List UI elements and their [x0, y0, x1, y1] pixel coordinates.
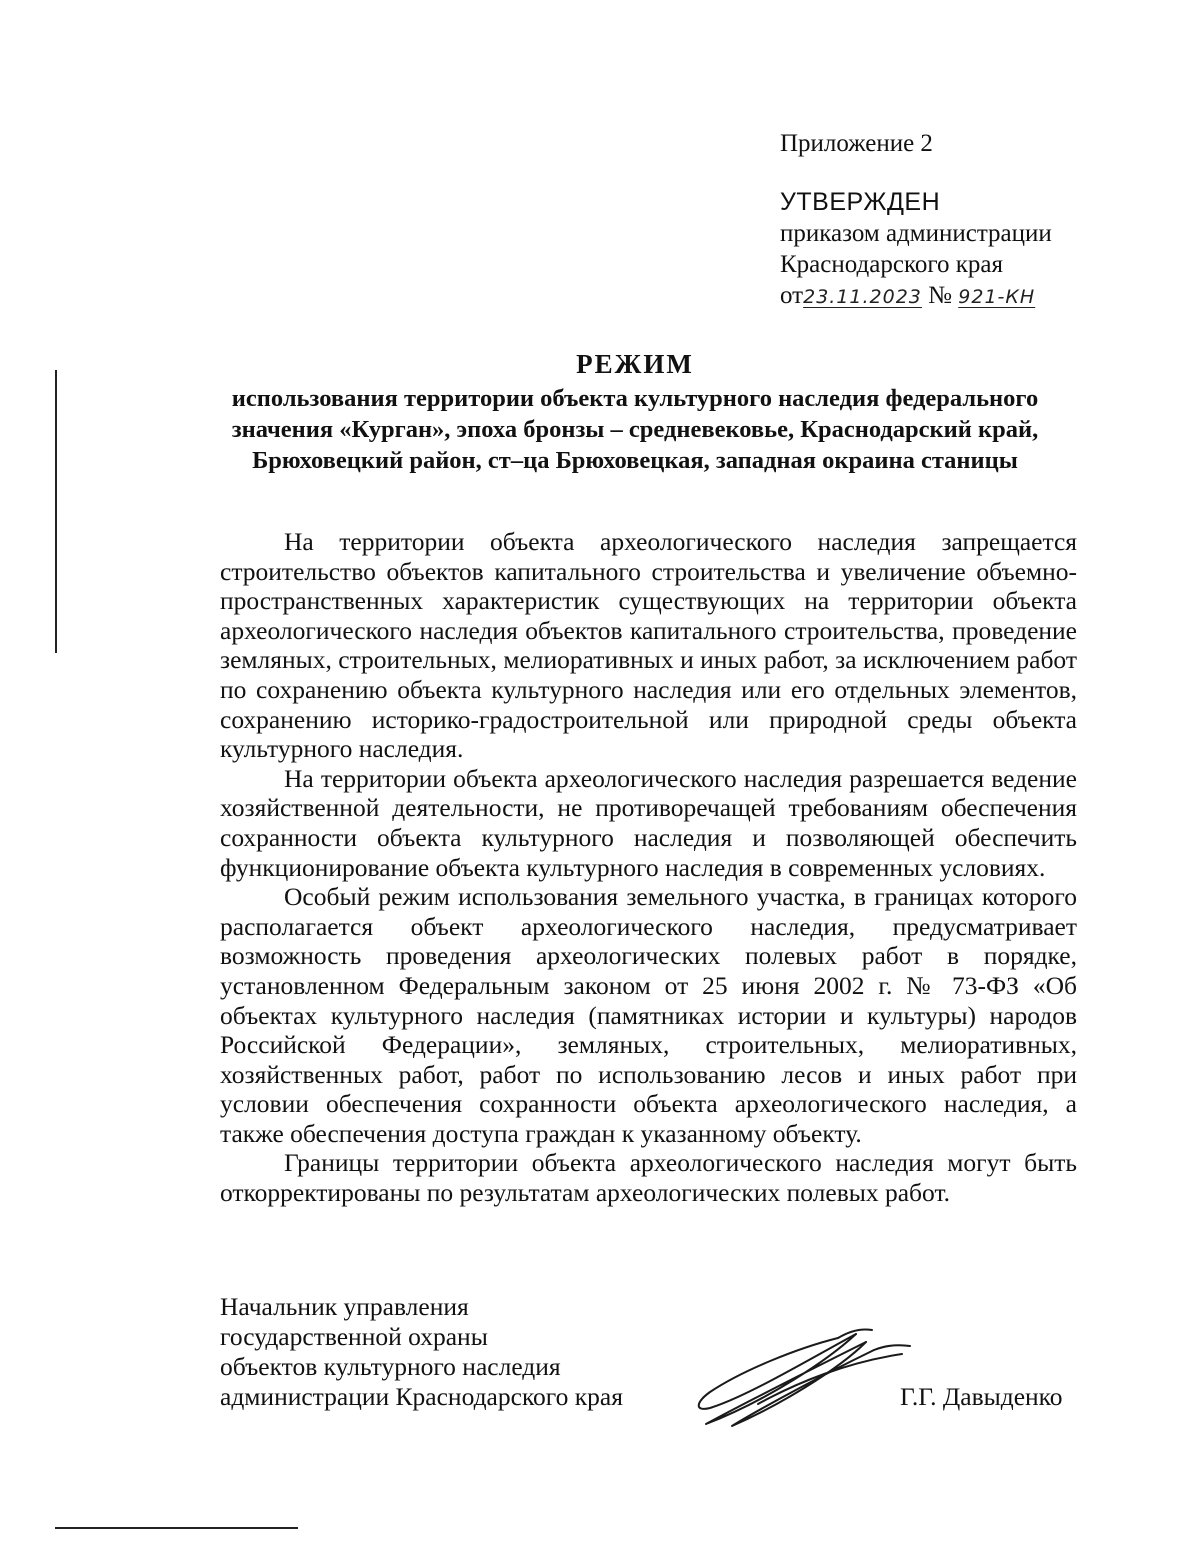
document-title — [190, 347, 1080, 476]
position-line-1: Начальник управления — [220, 1292, 469, 1321]
margin-line — [55, 370, 57, 653]
annex-label: Приложение 2 — [780, 130, 933, 157]
approved-by-line-2: Краснодарского края — [780, 251, 1003, 278]
order-line — [780, 280, 1052, 313]
date-prefix: от — [780, 282, 804, 309]
order-number: 921-КН — [958, 286, 1036, 308]
position-line-2: государственной охраны — [220, 1322, 488, 1351]
order-date: 23.11.2023 — [803, 286, 922, 308]
approved-by-line-1: приказом администрации — [780, 220, 1052, 247]
approval-block — [780, 128, 1052, 313]
number-prefix: № — [928, 282, 953, 309]
document-body — [220, 527, 1077, 1208]
title-subtitle: использования территории объекта культурного наследия федерального значения «Курган», эпоха бронзы – средневековье, Краснодарский край, Брюховецкий район, ст–ца Брюховецкая, западная окраина станицы — [231, 385, 1039, 474]
signatory-name: Г.Г. Давыденко — [900, 1382, 1063, 1411]
handwritten-signature-icon — [688, 1320, 920, 1432]
position-line-4: администрации Краснодарского края — [220, 1382, 623, 1411]
body-paragraph-1: На территории объекта археологического наследия запрещается строительство объектов капитального строительства и увеличение объемно-пространственных характеристик существующих на территории объекта археологического наследия объектов капитального строительства, проведение земляных, строительных, мелиоративных и иных работ, за исключением работ по сохранению объекта культурного наследия или его отдельных элементов, сохранению историко-градостроительной или природной среды объекта культурного наследия. — [220, 527, 1077, 764]
body-paragraph-4: Границы территории объекта археологического наследия могут быть откорректированы по результатам археологических полевых работ. — [220, 1148, 1077, 1208]
position-line-3: объектов культурного наследия — [220, 1352, 561, 1381]
title-main: РЕЖИМ — [576, 349, 694, 379]
body-paragraph-2: На территории объекта археологического наследия разрешается ведение хозяйственной деятельности, не противоречащей требованиям обеспечения сохранности объекта культурного наследия и позволяющей обеспечить функционирование объекта культурного наследия в современных условиях. — [220, 763, 1077, 882]
body-paragraph-3: Особый режим использования земельного участка, в границах которого располагается объект археологического наследия, предусматривает возможность проведения археологических полевых работ в порядке, установленном Федеральным законом от 25 июня 2002 г. № 73-ФЗ «Об объектах культурного наследия (памятниках истории и культуры) народов Российской Федерации», земляных, строительных, мелиоративных, хозяйственных работ, работ по использованию лесов и иных работ при условии обеспечения сохранности объекта археологического наследия, а также обеспечения доступа граждан к указанному объекту. — [220, 882, 1077, 1148]
bottom-rule — [55, 1527, 298, 1529]
approved-label: УТВЕРЖДЕН — [780, 188, 941, 216]
signatory-position — [220, 1292, 623, 1412]
